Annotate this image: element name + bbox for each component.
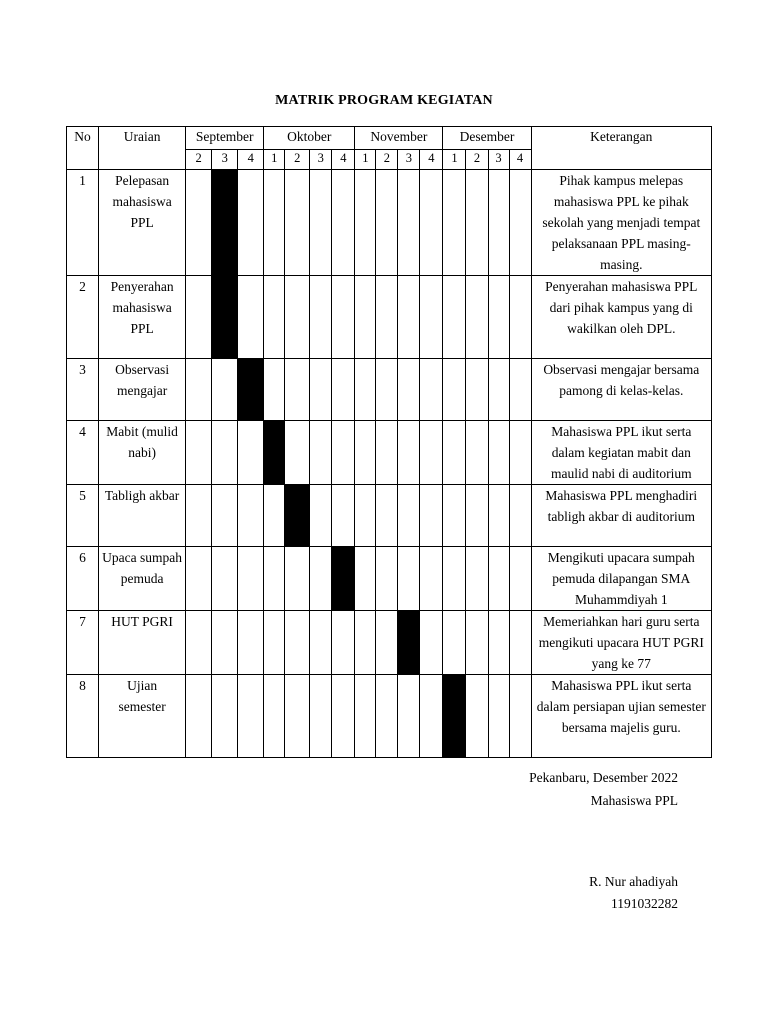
schedule-cell [509, 485, 531, 547]
schedule-cell [420, 485, 443, 547]
schedule-cell [488, 359, 509, 421]
schedule-cell [212, 359, 238, 421]
schedule-cell-active [332, 547, 355, 611]
schedule-cell [285, 675, 310, 758]
schedule-cell [238, 547, 264, 611]
row-number: 2 [67, 276, 99, 359]
row-uraian: Ujian semester [99, 675, 186, 758]
signature-place-date: Pekanbaru, Desember 2022 [529, 770, 678, 785]
schedule-cell [420, 170, 443, 276]
schedule-cell [376, 359, 398, 421]
schedule-cell [376, 276, 398, 359]
schedule-cell-active [212, 276, 238, 359]
row-uraian: Tabligh akbar [99, 485, 186, 547]
schedule-cell [186, 485, 212, 547]
schedule-cell [212, 485, 238, 547]
row-keterangan: Memeriahkan hari guru serta mengikuti upacara HUT PGRI yang ke 77 [531, 611, 711, 675]
header-week: 2 [376, 150, 398, 170]
row-uraian: Upaca sumpah pemuda [99, 547, 186, 611]
schedule-cell-active [238, 359, 264, 421]
row-keterangan: Penyerahan mahasiswa PPL dari pihak kampus yang di wakilkan oleh DPL. [531, 276, 711, 359]
table-row [67, 611, 712, 675]
schedule-cell [238, 611, 264, 675]
schedule-cell [285, 611, 310, 675]
header-week: 2 [466, 150, 488, 170]
schedule-cell [443, 547, 466, 611]
row-keterangan: Observasi mengajar bersama pamong di kelas-kelas. [531, 359, 711, 421]
table-row [67, 170, 712, 276]
schedule-cell [186, 611, 212, 675]
schedule-cell [285, 421, 310, 485]
signature-id-number: 1191032282 [611, 896, 678, 911]
table-row [67, 421, 712, 485]
row-keterangan: Mahasiswa PPL menghadiri tabligh akbar di auditorium [531, 485, 711, 547]
schedule-cell [466, 611, 488, 675]
schedule-cell [186, 547, 212, 611]
header-month-oktober: Oktober [264, 127, 355, 150]
schedule-cell [466, 675, 488, 758]
schedule-cell [420, 675, 443, 758]
schedule-cell [466, 170, 488, 276]
table-row [67, 675, 712, 758]
header-week: 4 [420, 150, 443, 170]
schedule-cell [376, 547, 398, 611]
schedule-cell [509, 421, 531, 485]
schedule-cell [264, 675, 285, 758]
schedule-cell [466, 421, 488, 485]
schedule-cell [509, 276, 531, 359]
row-keterangan: Pihak kampus melepas mahasiswa PPL ke pihak sekolah yang menjadi tempat pelaksanaan PPL masing-masing. [531, 170, 711, 276]
schedule-cell [376, 170, 398, 276]
schedule-cell [488, 485, 509, 547]
row-uraian: Mabit (mulid nabi) [99, 421, 186, 485]
schedule-cell [264, 359, 285, 421]
header-week: 4 [238, 150, 264, 170]
schedule-cell [398, 421, 420, 485]
activity-matrix-table [66, 126, 712, 758]
header-month-desember: Desember [443, 127, 531, 150]
row-number: 8 [67, 675, 99, 758]
schedule-cell [186, 421, 212, 485]
schedule-cell [310, 611, 332, 675]
schedule-cell [509, 611, 531, 675]
schedule-cell [238, 421, 264, 485]
schedule-cell [285, 359, 310, 421]
schedule-cell [212, 675, 238, 758]
schedule-cell [186, 170, 212, 276]
schedule-cell [310, 276, 332, 359]
schedule-cell [420, 547, 443, 611]
schedule-cell-active [212, 170, 238, 276]
schedule-cell [264, 276, 285, 359]
schedule-cell [310, 485, 332, 547]
schedule-cell-active [285, 485, 310, 547]
schedule-cell [355, 611, 376, 675]
schedule-cell [186, 675, 212, 758]
row-number: 4 [67, 421, 99, 485]
schedule-cell [376, 485, 398, 547]
row-number: 6 [67, 547, 99, 611]
schedule-cell [466, 485, 488, 547]
schedule-cell [420, 611, 443, 675]
schedule-cell-active [398, 611, 420, 675]
schedule-cell [420, 359, 443, 421]
row-keterangan: Mahasiswa PPL ikut serta dalam kegiatan mabit dan maulid nabi di auditorium [531, 421, 711, 485]
header-week: 1 [443, 150, 466, 170]
header-month-november: November [355, 127, 443, 150]
header-week: 4 [332, 150, 355, 170]
header-month-september: September [186, 127, 264, 150]
table-row [67, 547, 712, 611]
schedule-cell [212, 547, 238, 611]
row-number: 3 [67, 359, 99, 421]
schedule-cell [398, 359, 420, 421]
schedule-cell-active [443, 675, 466, 758]
schedule-cell [443, 611, 466, 675]
schedule-cell [488, 547, 509, 611]
row-uraian: HUT PGRI [99, 611, 186, 675]
schedule-cell [310, 359, 332, 421]
schedule-cell [355, 675, 376, 758]
row-uraian: Pelepasan mahasiswa PPL [99, 170, 186, 276]
schedule-cell [238, 276, 264, 359]
schedule-cell [212, 421, 238, 485]
row-number: 5 [67, 485, 99, 547]
schedule-cell [310, 170, 332, 276]
signature-role: Mahasiswa PPL [590, 793, 678, 808]
schedule-cell [355, 547, 376, 611]
schedule-cell [509, 675, 531, 758]
schedule-cell [238, 485, 264, 547]
header-keterangan: Keterangan [531, 127, 711, 170]
schedule-cell [376, 611, 398, 675]
schedule-cell [310, 547, 332, 611]
schedule-cell [420, 421, 443, 485]
schedule-cell [398, 547, 420, 611]
schedule-cell [398, 675, 420, 758]
schedule-cell [398, 485, 420, 547]
header-week: 1 [355, 150, 376, 170]
schedule-cell [443, 276, 466, 359]
row-uraian: Penyerahan mahasiswa PPL [99, 276, 186, 359]
schedule-cell [443, 485, 466, 547]
header-week: 2 [285, 150, 310, 170]
schedule-cell [285, 276, 310, 359]
schedule-cell [332, 421, 355, 485]
schedule-cell [332, 675, 355, 758]
schedule-cell [443, 359, 466, 421]
schedule-cell [420, 276, 443, 359]
schedule-cell [310, 675, 332, 758]
header-week: 1 [264, 150, 285, 170]
document-title: MATRIK PROGRAM KEGIATAN [275, 93, 493, 108]
schedule-cell [376, 675, 398, 758]
schedule-cell [443, 170, 466, 276]
schedule-cell [186, 359, 212, 421]
table-row [67, 359, 712, 421]
header-week: 3 [212, 150, 238, 170]
schedule-cell [355, 276, 376, 359]
row-uraian: Observasi mengajar [99, 359, 186, 421]
schedule-cell [285, 547, 310, 611]
schedule-cell [238, 170, 264, 276]
schedule-cell [332, 276, 355, 359]
schedule-cell [398, 276, 420, 359]
schedule-cell [466, 276, 488, 359]
schedule-cell [509, 359, 531, 421]
table-row [67, 276, 712, 359]
schedule-cell [264, 170, 285, 276]
schedule-cell [332, 170, 355, 276]
schedule-cell [186, 276, 212, 359]
row-number: 1 [67, 170, 99, 276]
header-week: 3 [310, 150, 332, 170]
header-no: No [67, 127, 99, 170]
header-week: 3 [488, 150, 509, 170]
schedule-cell [443, 421, 466, 485]
header-week: 3 [398, 150, 420, 170]
schedule-cell [238, 675, 264, 758]
schedule-cell [264, 547, 285, 611]
schedule-cell [212, 611, 238, 675]
schedule-cell [509, 547, 531, 611]
schedule-cell [355, 421, 376, 485]
schedule-cell [466, 547, 488, 611]
schedule-cell [264, 485, 285, 547]
schedule-cell [355, 485, 376, 547]
header-week: 4 [509, 150, 531, 170]
schedule-cell [310, 421, 332, 485]
schedule-cell [332, 359, 355, 421]
table-row [67, 485, 712, 547]
schedule-cell [488, 675, 509, 758]
schedule-cell [355, 359, 376, 421]
schedule-cell [488, 170, 509, 276]
row-keterangan: Mengikuti upacara sumpah pemuda dilapangan SMA Muhammdiyah 1 [531, 547, 711, 611]
schedule-cell [488, 421, 509, 485]
header-uraian: Uraian [99, 127, 186, 170]
schedule-cell [466, 359, 488, 421]
schedule-cell [488, 611, 509, 675]
signature-name: R. Nur ahadiyah [589, 874, 678, 889]
schedule-cell [264, 611, 285, 675]
row-keterangan: Mahasiswa PPL ikut serta dalam persiapan ujian semester bersama majelis guru. [531, 675, 711, 758]
schedule-cell [509, 170, 531, 276]
schedule-cell [398, 170, 420, 276]
header-week: 2 [186, 150, 212, 170]
row-number: 7 [67, 611, 99, 675]
schedule-cell [285, 170, 310, 276]
schedule-cell [376, 421, 398, 485]
schedule-cell [332, 611, 355, 675]
schedule-cell-active [264, 421, 285, 485]
schedule-cell [355, 170, 376, 276]
schedule-cell [332, 485, 355, 547]
schedule-cell [488, 276, 509, 359]
